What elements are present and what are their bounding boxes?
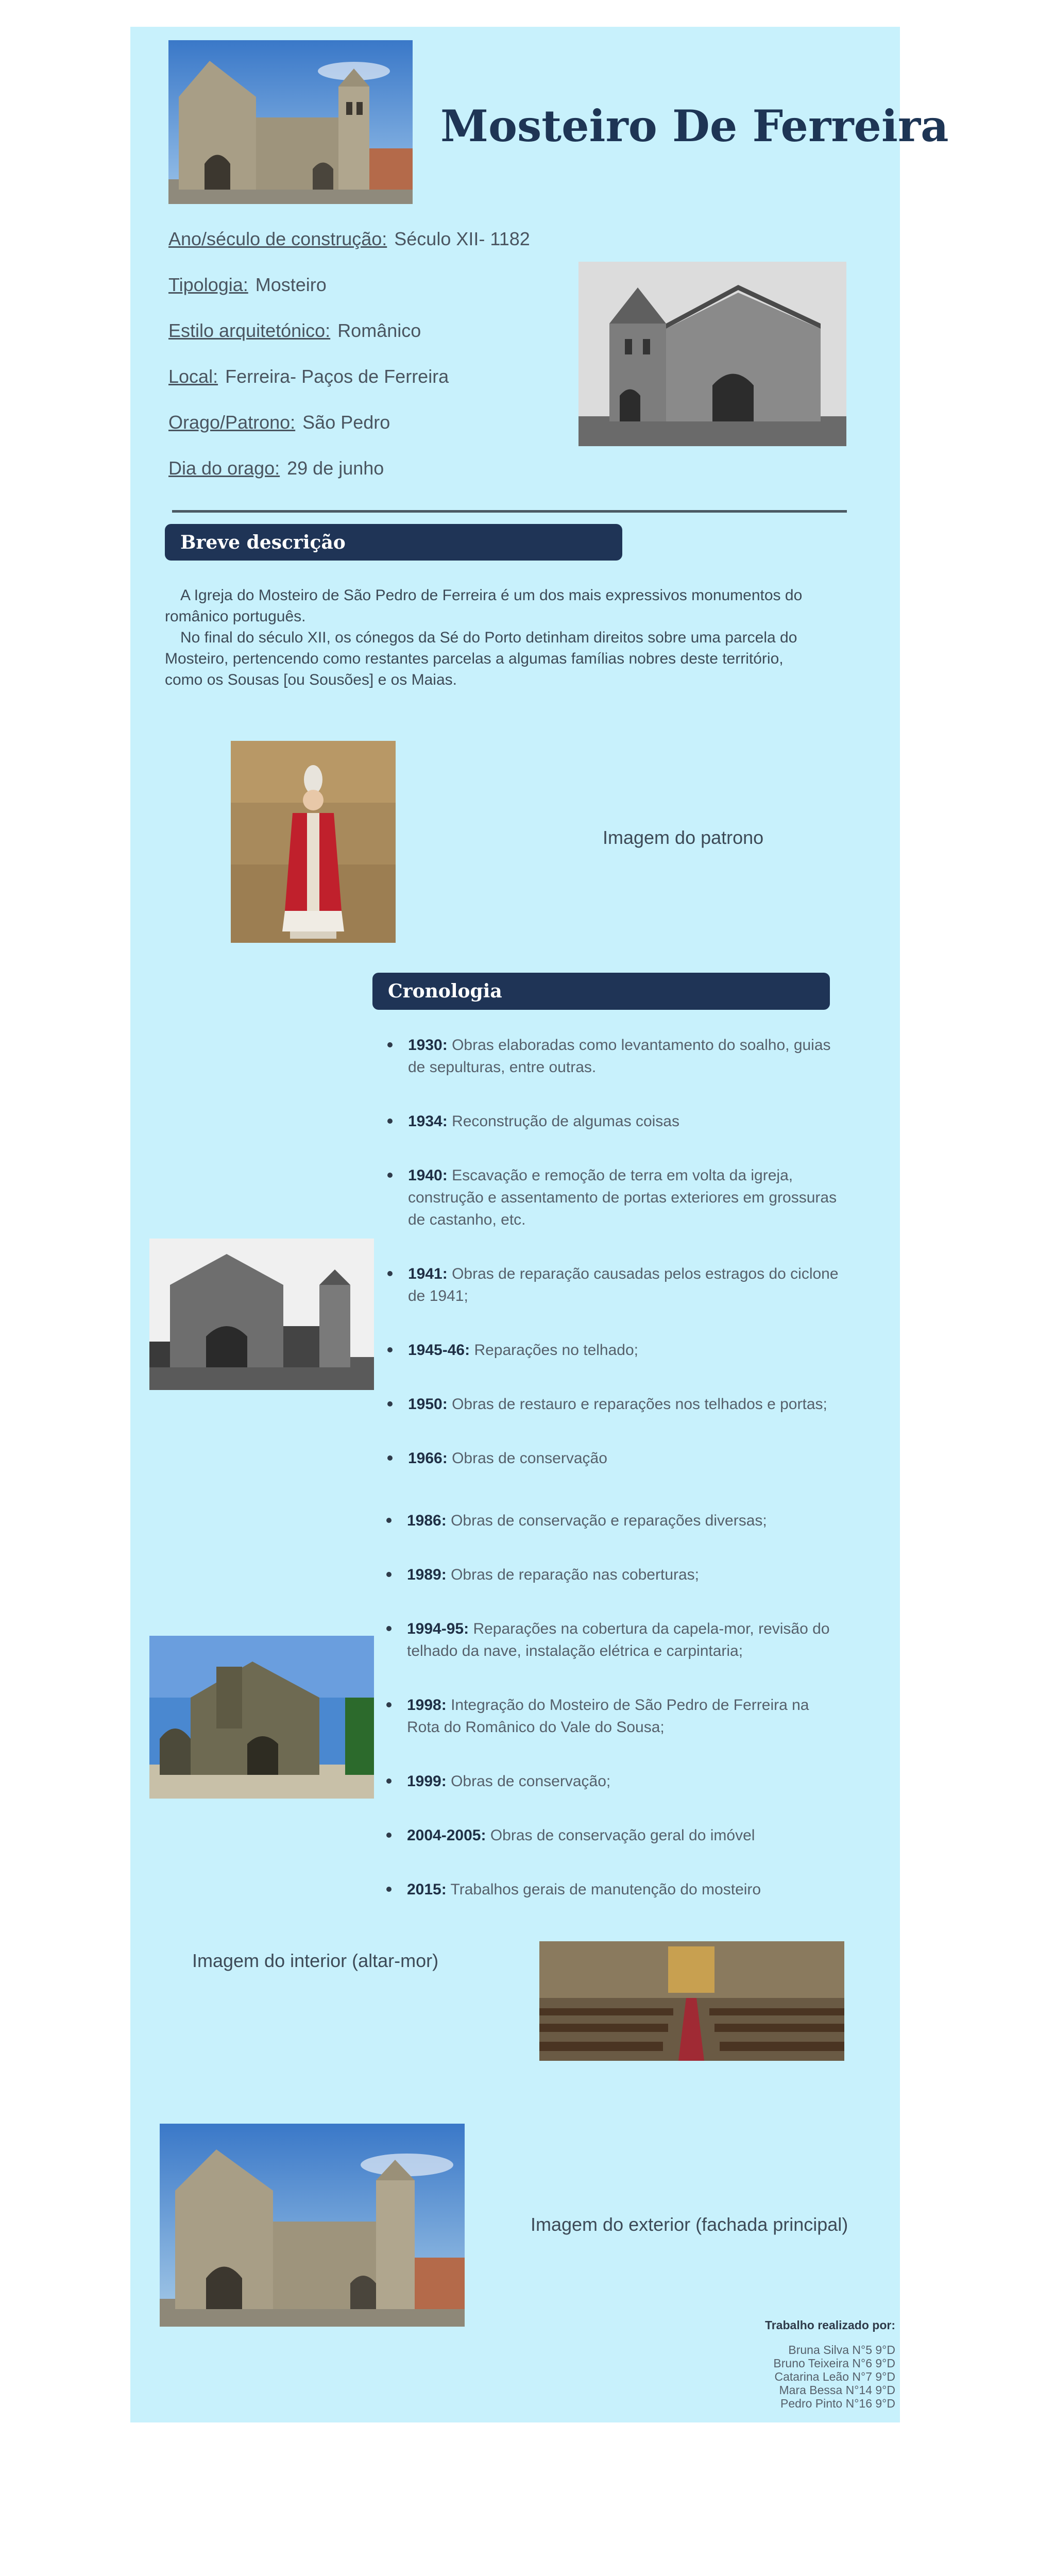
chronology-list-2	[396, 1510, 839, 1901]
chronology-text: Obras de conservação	[452, 1450, 607, 1467]
section-heading-description: Breve descrição	[165, 524, 622, 561]
chronology-text: Obras de conservação;	[451, 1773, 611, 1790]
info-row-type	[168, 274, 327, 296]
info-label: Local:	[168, 366, 218, 387]
info-row-patron	[168, 412, 390, 433]
chronology-item	[396, 1510, 839, 1532]
patron-statue-photo	[231, 741, 396, 943]
chronology-item	[397, 1164, 840, 1231]
info-label: Ano/século de construção:	[168, 228, 387, 249]
chronology-item	[396, 1770, 839, 1792]
chronology-text: Obras de conservação geral do imóvel	[490, 1827, 755, 1844]
credits-name: Mara Bessa N°14 9°D	[779, 2383, 895, 2397]
chronology-year: 1940:	[408, 1167, 448, 1184]
chronology-year: 1966:	[408, 1450, 448, 1467]
credits-name: Catarina Leão N°7 9°D	[774, 2370, 895, 2383]
chronology-text: Obras elaboradas como levantamento do soalho, guias de sepulturas, entre outras.	[408, 1037, 831, 1076]
chronology-item	[397, 1393, 840, 1415]
interior-photo	[539, 1941, 844, 2061]
chronology-item	[397, 1034, 840, 1078]
patron-caption: Imagem do patrono	[603, 827, 764, 848]
chronology-year: 1986:	[407, 1512, 447, 1529]
info-label: Tipologia:	[168, 274, 248, 295]
chronology-text: Escavação e remoção de terra em volta da igreja, construção e assentamento de portas exteriores em grossuras de castanho, etc.	[408, 1167, 837, 1228]
credits-name: Pedro Pinto N°16 9°D	[780, 2397, 895, 2410]
chronology-item	[397, 1263, 840, 1307]
description-paragraph: A Igreja do Mosteiro de São Pedro de Ferreira é um dos mais expressivos monumentos do românico português.	[165, 587, 803, 625]
chronology-year: 1934:	[408, 1113, 448, 1130]
chronology-year: 1941:	[408, 1265, 448, 1282]
section-divider	[172, 510, 847, 513]
info-row-feast-day	[168, 457, 384, 479]
chronology-text: Obras de conservação e reparações diversas;	[451, 1512, 767, 1529]
page-title: Mosteiro De Ferreira	[440, 100, 949, 151]
monastery-photo-bw	[578, 262, 846, 446]
monastery-photo-side	[149, 1636, 374, 1799]
chronology-year: 2004-2005:	[407, 1827, 486, 1844]
chronology-item	[396, 1878, 839, 1901]
chronology-year: 1999:	[407, 1773, 447, 1790]
exterior-caption: Imagem do exterior (fachada principal)	[531, 2214, 848, 2235]
chronology-year: 1998:	[407, 1697, 447, 1714]
chronology-text: Integração do Mosteiro de São Pedro de Ferreira na Rota do Românico do Vale do Sousa;	[407, 1697, 809, 1736]
info-row-place	[168, 366, 449, 387]
chronology-year: 1930:	[408, 1037, 448, 1054]
credits	[765, 2318, 895, 2410]
info-label: Estilo arquitetónico:	[168, 320, 331, 341]
credits-name: Bruna Silva N°5 9°D	[788, 2343, 895, 2357]
info-value: Século XII- 1182	[394, 228, 530, 249]
info-value: Mosteiro	[255, 274, 327, 295]
chronology-year: 1989:	[407, 1566, 447, 1583]
section-heading-chronology: Cronologia	[372, 973, 830, 1010]
chronology-item	[397, 1447, 840, 1469]
chronology-item	[397, 1339, 840, 1361]
credits-name: Bruno Teixeira N°6 9°D	[773, 2357, 895, 2370]
monastery-photo-header	[168, 40, 413, 204]
info-value: 29 de junho	[287, 457, 384, 479]
chronology-year: 1945-46:	[408, 1342, 470, 1359]
chronology-text: Obras de reparação causadas pelos estragos do ciclone de 1941;	[408, 1265, 839, 1304]
chronology-year: 2015:	[407, 1881, 447, 1898]
chronology-list-1	[397, 1034, 840, 1469]
info-value: Românico	[337, 320, 421, 341]
chronology-text: Reparações no telhado;	[474, 1342, 638, 1359]
chronology-year: 1950:	[408, 1396, 448, 1413]
info-label: Orago/Patrono:	[168, 412, 296, 433]
chronology-item	[396, 1824, 839, 1846]
interior-caption: Imagem do interior (altar-mor)	[192, 1950, 439, 1971]
description-paragraph: No final do século XII, os cónegos da Sé do Porto detinham direitos sobre uma parcela do Mosteiro, pertencendo como restantes parcelas a algumas famílias nobres deste território, como os Sousas [ou Sousões] e os Maias.	[165, 629, 797, 688]
chronology-item	[396, 1564, 839, 1586]
exterior-photo	[160, 2124, 465, 2327]
chronology-item	[396, 1618, 839, 1662]
info-row-year	[168, 228, 530, 250]
chronology-text: Obras de restauro e reparações nos telhados e portas;	[452, 1396, 827, 1413]
info-value: Ferreira- Paços de Ferreira	[225, 366, 449, 387]
chronology-year: 1994-95:	[407, 1620, 469, 1637]
chronology-text: Obras de reparação nas coberturas;	[451, 1566, 700, 1583]
description-text	[165, 585, 819, 690]
info-label: Dia do orago:	[168, 457, 280, 479]
monastery-photo-historic	[149, 1239, 374, 1390]
info-row-style	[168, 320, 421, 342]
chronology-text: Reconstrução de algumas coisas	[452, 1113, 679, 1130]
info-value: São Pedro	[302, 412, 390, 433]
chronology-text: Trabalhos gerais de manutenção do mosteiro	[450, 1881, 761, 1898]
chronology-text: Reparações na cobertura da capela-mor, revisão do telhado da nave, instalação elétrica e carpintaria;	[407, 1620, 830, 1659]
chronology-item	[396, 1694, 839, 1738]
credits-title: Trabalho realizado por:	[764, 2318, 895, 2332]
chronology-item	[397, 1110, 840, 1132]
